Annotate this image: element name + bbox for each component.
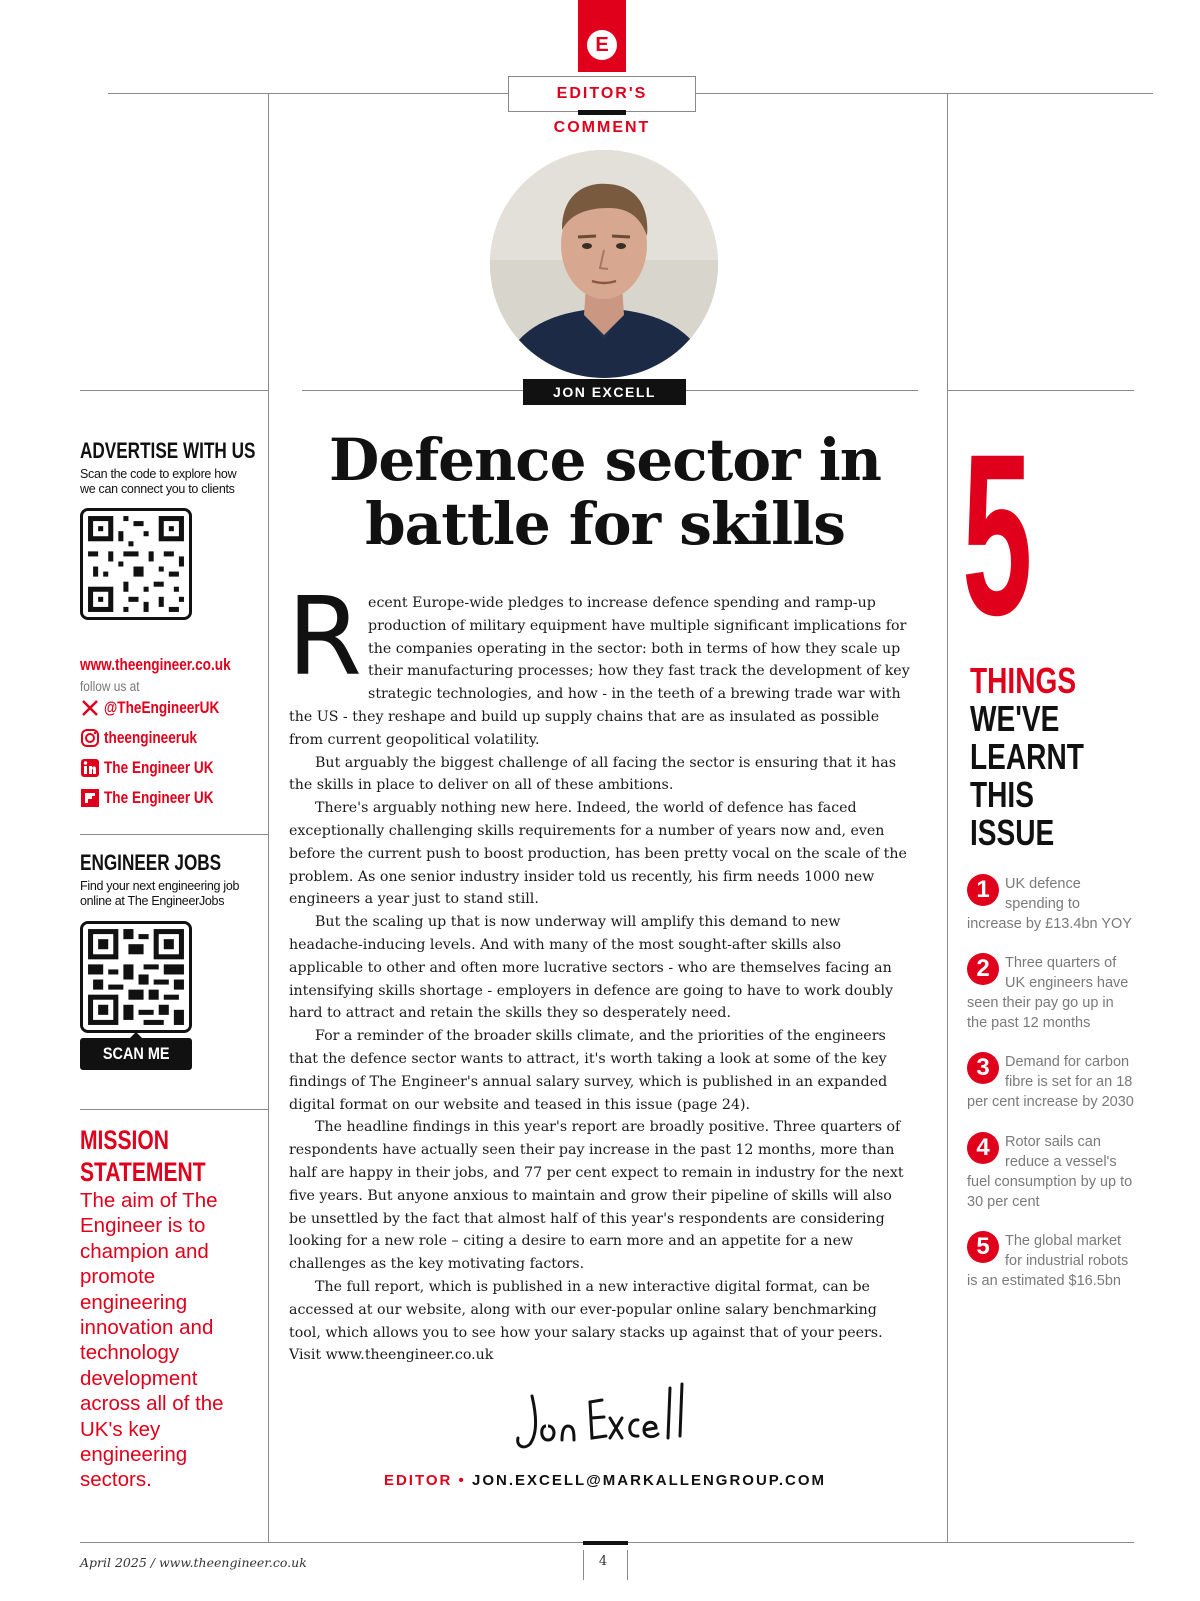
- article-paragraph: The headline findings in this year's report are broadly positive. Three quarters of respondents have actually seen their pay increase in the past 12 months, more than half are happy in their jobs, and 77 per cent expect to remain in industry for the next five years. But anyone anxious to maintain and grow their pipeline of skills will also be unsettled by the fact that almost half of this year's respondents are considering looking for a new role – citing a desire to earn more and an appetite for a new challenges as the key motivating factors.: [289, 1119, 904, 1273]
- advertise-line-2: we can connect you to clients: [80, 482, 235, 496]
- article-paragraph: For a reminder of the broader skills climate, and the priorities of the engineers that the defence sector wants to attract, it's worth taking a look at some of the key findings of The Engineer's annual salary survey, which is published in an expanded digital format on our website and teased in this issue (page 24).: [289, 1028, 888, 1113]
- editor-signature: [510, 1378, 710, 1458]
- fact-item-2: [967, 953, 1137, 1033]
- editor-e-logo: E: [587, 30, 617, 60]
- editor-signoff: [290, 1472, 920, 1489]
- things-learnt-title: THINGS WE'VE LEARNT THIS ISSUE: [970, 660, 1084, 853]
- left-rule-socials: [80, 834, 268, 835]
- social-instagram[interactable]: [80, 723, 248, 753]
- flipboard-icon: [80, 788, 100, 808]
- page-num-top-mark: [583, 1541, 628, 1545]
- page-number: 4: [598, 1554, 608, 1569]
- social-x[interactable]: [80, 693, 248, 723]
- advertise-block: [80, 438, 260, 497]
- left-column-divider: [268, 93, 269, 1543]
- social-flipboard[interactable]: [80, 783, 248, 813]
- page-num-right-bar: [627, 1550, 628, 1580]
- follow-label: follow us at: [80, 678, 140, 694]
- social-flipboard-label: The Engineer UK: [104, 788, 214, 807]
- fact-item-3: [967, 1052, 1137, 1112]
- social-links: [80, 693, 248, 813]
- advertise-qr-code[interactable]: [80, 508, 192, 620]
- x-icon: [80, 698, 100, 718]
- article-paragraph: Recent Europe-wide pledges to increase defence spending and ramp-up production of military equipment have multiple significant implications for the companies operating in the sector: both in terms of how they scale up their manufacturing processes; how they fast track the development of key strategic technologies, and how - in the teeth of a brewing trade war with the US - they reshape and build up supply chains that are as insulated as possible from current geopolitical volatility.: [287, 575, 910, 748]
- jobs-block: [80, 850, 260, 909]
- fact-text: UK defence spending to increase by £13.4bn YOY: [967, 876, 1132, 932]
- social-instagram-label: theengineeruk: [104, 728, 197, 747]
- fact-number: 1: [967, 874, 999, 906]
- section-label: EDITOR'S COMMENT: [508, 76, 696, 112]
- jobs-line-1: Find your next engineering job: [80, 879, 240, 893]
- article-paragraph: But arguably the biggest challenge of all facing the sector is ensuring that it has the skills in place to deliver on all of these ambitions.: [289, 754, 897, 794]
- fact-item-5: [967, 1231, 1137, 1291]
- editor-badge-tab: [578, 0, 626, 72]
- jobs-qr-code[interactable]: [80, 921, 192, 1033]
- badge-underline: [578, 110, 626, 115]
- fact-text: Rotor sails can reduce a vessel's fuel consumption by up to 30 per cent: [967, 1134, 1133, 1210]
- article-paragraph: But the scaling up that is now underway will amplify this demand to new headache-inducing levels. And with many of the most sought-after skills also applicable to other and often more lucrative sectors - who are themselves facing an intensifying skills shortage - employers in defence are going to have to work doubly hard to attract and retain the skills they so desperately need.: [289, 914, 894, 1022]
- mission-title: MISSION STATEMENT: [80, 1125, 206, 1187]
- jobs-line-2: online at The EngineerJobs: [80, 894, 225, 908]
- website-link[interactable]: www.theengineer.co.uk: [80, 655, 231, 674]
- linkedin-icon: [80, 758, 100, 778]
- article-body: [287, 575, 911, 1367]
- social-linkedin[interactable]: [80, 753, 248, 783]
- fact-item-1: [967, 874, 1137, 934]
- jobs-title: ENGINEER JOBS: [80, 850, 222, 875]
- article-paragraph: There's arguably nothing new here. Indeed, the world of defence has faced exceptionally challenging skills requirements for a number of years now and, even before the current push to boost production, has been pretty vocal on the scale of the problem. As one senior industry insider told us recently, his firm needs 1000 new engineers a year just to stand still.: [289, 800, 907, 908]
- fact-number: 4: [967, 1132, 999, 1164]
- fact-text: The global market for industrial robots is an estimated $16.5bn: [967, 1233, 1129, 1289]
- fact-number: 3: [967, 1052, 999, 1084]
- fact-text: Demand for carbon fibre is set for an 18 per cent increase by 2030: [967, 1054, 1134, 1110]
- editor-portrait: [490, 150, 718, 378]
- author-name-tag: JON EXCELL: [523, 379, 686, 405]
- fact-number: 5: [967, 1231, 999, 1263]
- fact-item-4: [967, 1132, 1137, 1212]
- big-number-five: 5: [962, 406, 1030, 663]
- footer-issue-line: April 2025 / www.theengineer.co.uk: [80, 1555, 307, 1570]
- editor-email-link[interactable]: JON.EXCELL@MARKALLENGROUP.COM: [471, 1472, 827, 1489]
- left-mid-rule: [80, 390, 268, 391]
- right-mid-rule: [948, 390, 1134, 391]
- left-rule-jobs: [80, 1109, 268, 1110]
- drop-cap: R: [287, 575, 363, 700]
- advertise-line-1: Scan the code to explore how: [80, 467, 237, 481]
- social-linkedin-label: The Engineer UK: [104, 758, 214, 777]
- fact-number: 2: [967, 953, 999, 985]
- fact-text: Three quarters of UK engineers have seen their pay go up in the past 12 months: [967, 955, 1129, 1031]
- signoff-separator: •: [458, 1472, 466, 1489]
- right-column-divider: [947, 93, 948, 1543]
- social-x-label: @TheEngineerUK: [104, 698, 220, 717]
- scan-me-label: SCAN ME: [80, 1038, 192, 1070]
- mission-statement-text: The aim of The Engineer is to champion and promote engineering innovation and technology development across all of the UK's key engineering sectors.: [80, 1189, 224, 1492]
- article-paragraph: The full report, which is published in a new interactive digital format, can be accessed at our website, along with our ever-popular online salary benchmarking tool, which allows you to see how your salary stacks up against that of your peers. Visit www.theengineer.co.uk: [289, 1278, 883, 1364]
- advertise-title: ADVERTISE WITH US: [80, 438, 256, 463]
- instagram-icon: [80, 728, 100, 748]
- signoff-role: EDITOR: [383, 1472, 453, 1489]
- article-headline: Defence sector in battle for skills: [329, 426, 881, 558]
